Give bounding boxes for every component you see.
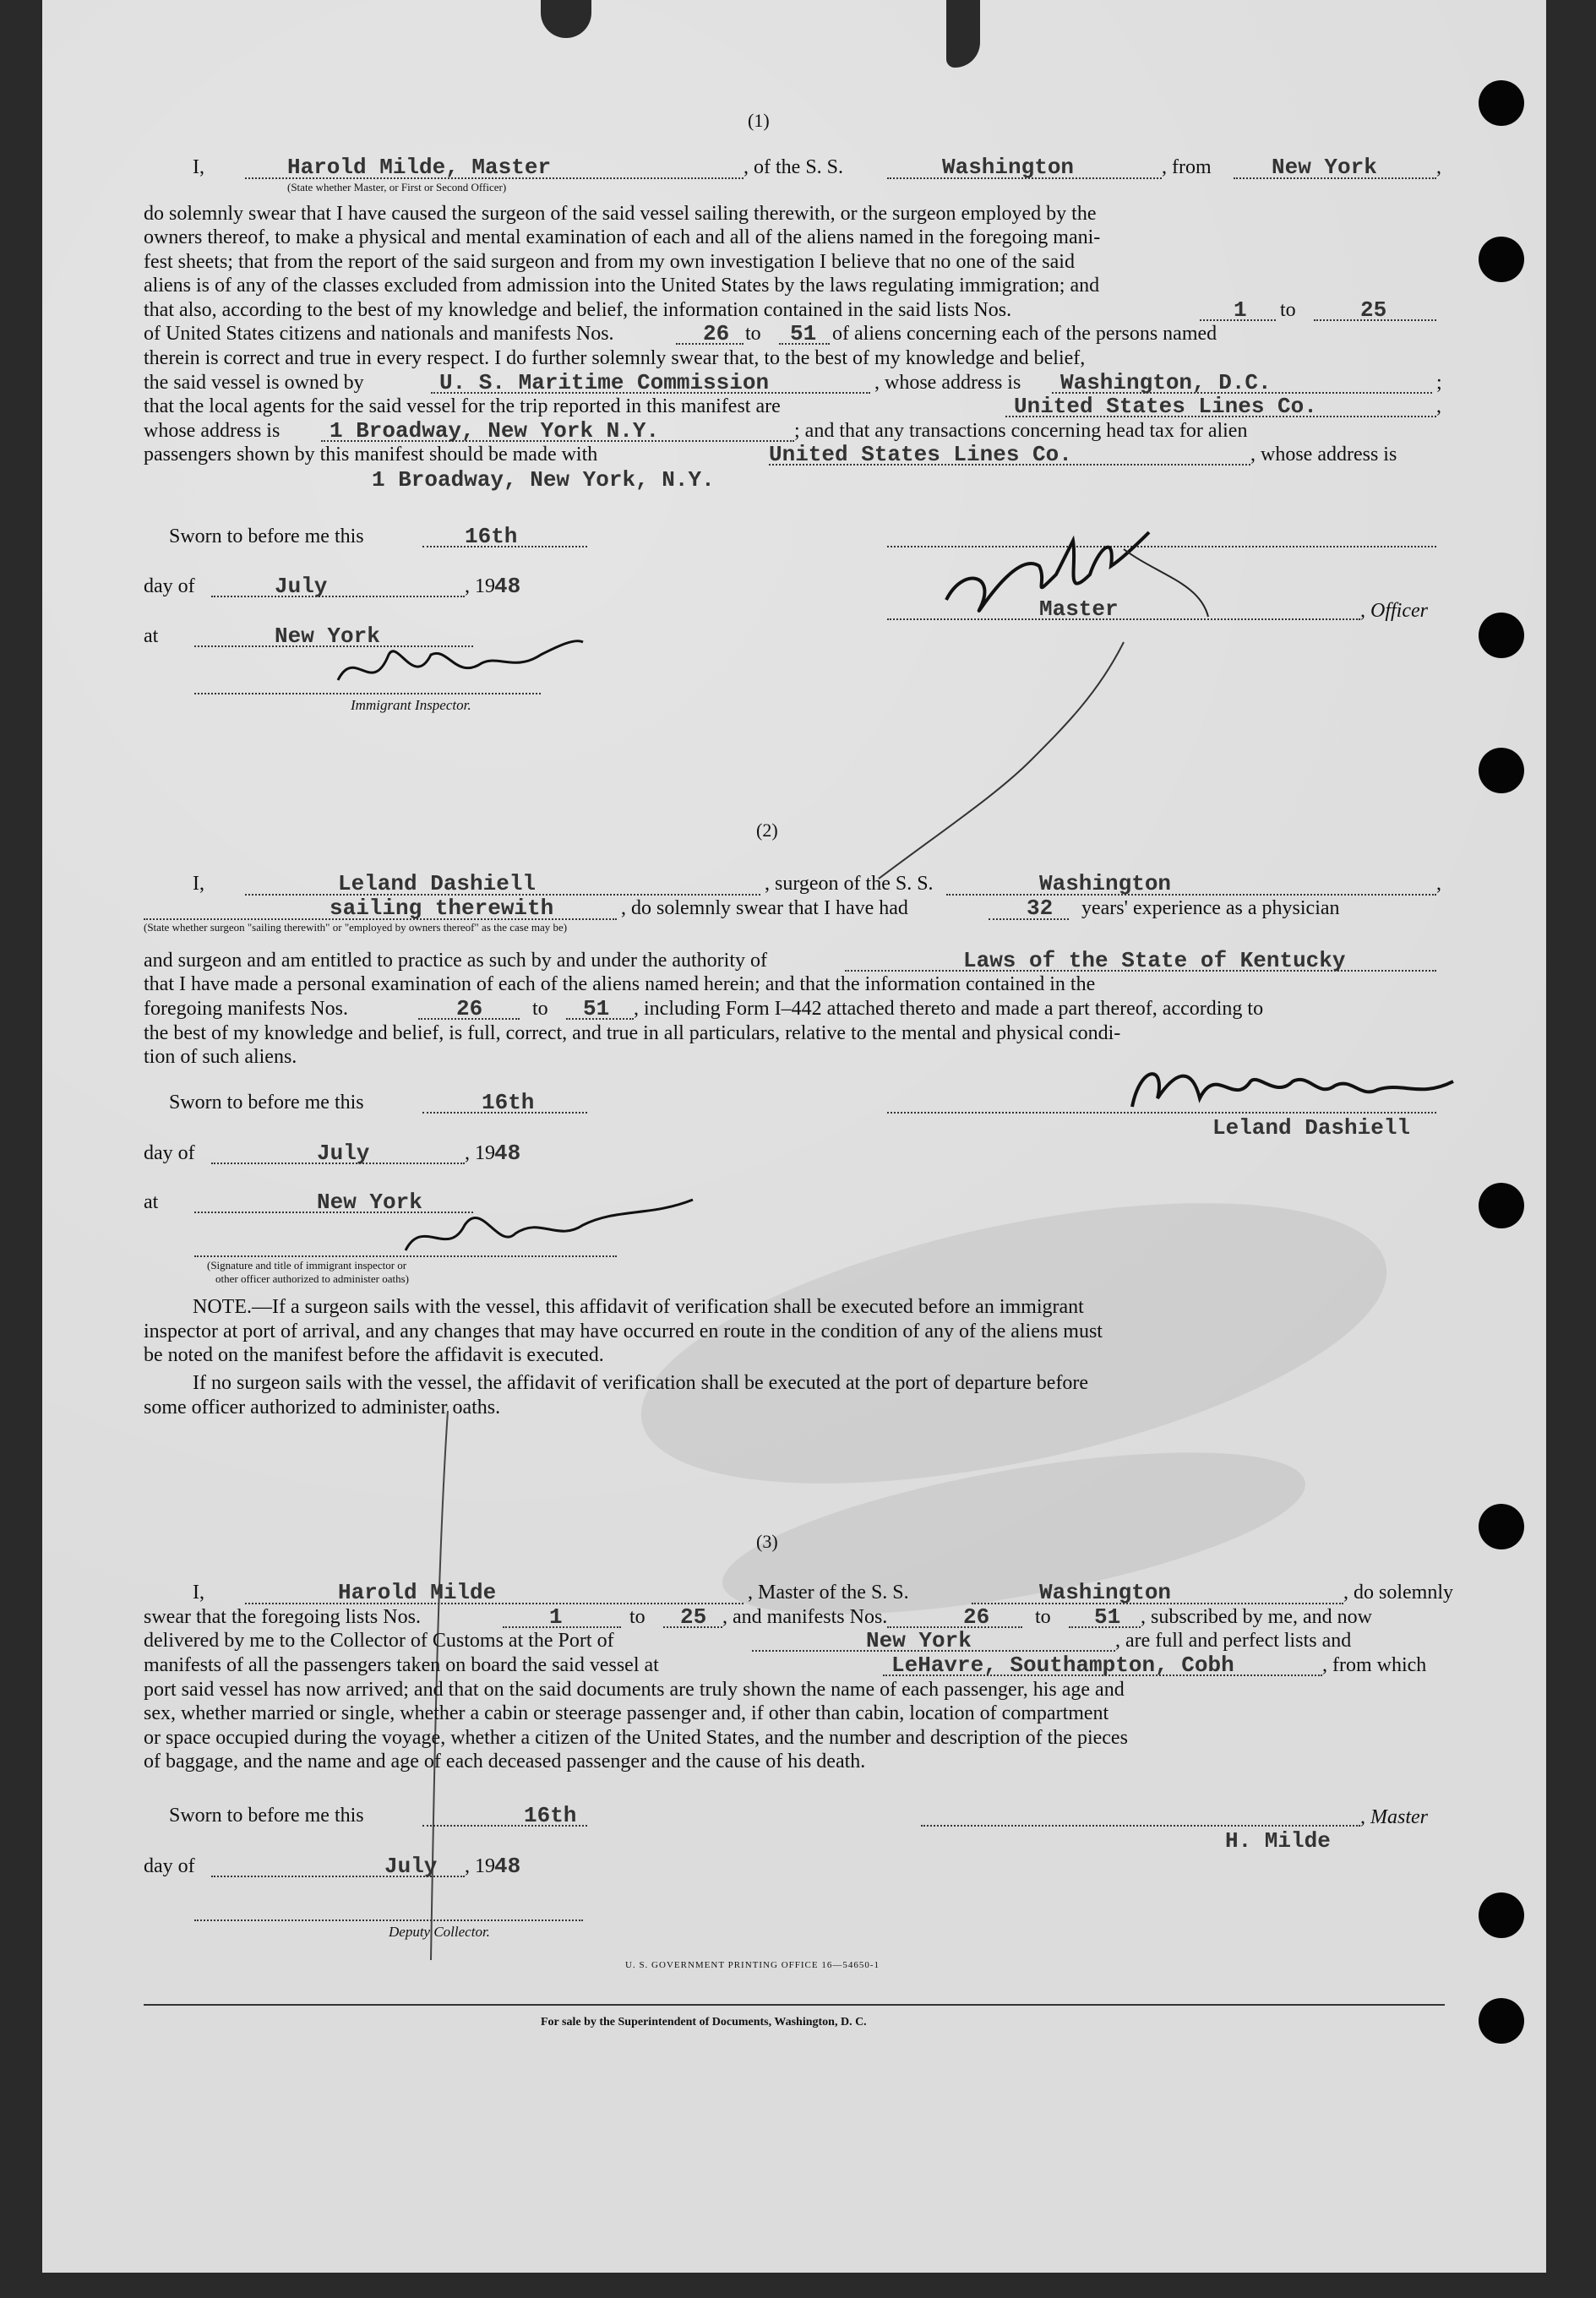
surgeon-sworn-place: New York (317, 1190, 422, 1215)
paragraph-line: of United States citizens and nationals and manifests Nos. (144, 323, 614, 345)
semicolon: ; (1436, 372, 1442, 394)
note-label: NOTE. (193, 1296, 252, 1318)
inspector-signature (321, 629, 591, 705)
owner-address: Washington, D.C. (1060, 370, 1272, 395)
year-prefix: , 19 (465, 575, 495, 597)
paragraph-line: owners thereof, to make a physical and mental examination of each and all of the aliens named in the foregoing mani- (144, 226, 1101, 248)
comma: , (1436, 156, 1441, 178)
paragraph-line: , whose address is (1250, 444, 1397, 466)
section-number: (2) (756, 820, 778, 841)
paragraph-line: passengers shown by this manifest should be made with (144, 444, 598, 466)
paragraph-line: therein is correct and true in every respect. I do further solemnly swear that, to the best of my knowledge and belief, (144, 347, 1086, 369)
oath-i: I, (193, 1582, 204, 1604)
surgeon-typed-signature: Leland Dashiell (1212, 1115, 1411, 1141)
signature-note: other officer authorized to administer oaths) (215, 1272, 409, 1285)
day-of-label: day of (144, 1142, 195, 1164)
paragraph-line: port said vessel has now arrived; and that on the said documents are truly shown the name of each passenger, his age and (144, 1679, 1125, 1701)
blank-line (211, 596, 465, 597)
paragraph-line: do solemnly swear that I have caused the surgeon of the said vessel sailing therewith, or the surgeon employed by the (144, 203, 1097, 225)
paragraph-line: manifests of all the passengers taken on board the said vessel at (144, 1654, 659, 1676)
note-text: —If a surgeon sails with the vessel, this affidavit of verification shall be executed before an immigrant (251, 1296, 1084, 1318)
owner-name: U. S. Maritime Commission (439, 370, 770, 395)
s3-master-name: Harold Milde (338, 1580, 497, 1605)
sailing-status: sailing therewith (330, 896, 554, 921)
sworn-place: New York (275, 624, 380, 649)
oath-i: I, (193, 156, 204, 178)
paragraph-line: aliens is of any of the classes excluded from admission into the United States by the laws regulating immigration; and (144, 275, 1100, 297)
paragraph-line: foregoing manifests Nos. (144, 998, 348, 1020)
inspector-label: Immigrant Inspector. (351, 697, 471, 713)
agents-address: 1 Broadway, New York N.Y. (330, 418, 660, 444)
paragraph-line: and surgeon and am entitled to practice as such by and under the authority of (144, 950, 767, 972)
paragraph-line: , do solemnly swear that I have had (621, 897, 908, 919)
binder-hole (1479, 1892, 1524, 1938)
diagonal-scrawl (845, 625, 1149, 896)
torn-edge (946, 0, 980, 68)
paragraph-line: , subscribed by me, and now (1141, 1606, 1372, 1628)
paragraph-line: the said vessel is owned by (144, 372, 364, 394)
paragraph-line: swear that the foregoing lists Nos. (144, 1606, 421, 1628)
comma: , (1436, 873, 1441, 895)
from-port: New York (1272, 155, 1377, 180)
surgeon-manifest-to: 51 (583, 996, 610, 1021)
surgeon-signature (1115, 1048, 1487, 1124)
s3-vessel: Washington (1039, 1580, 1172, 1605)
paragraph-line: ; and that any transactions concerning head tax for alien (794, 420, 1248, 442)
local-agents: United States Lines Co. (1014, 394, 1317, 419)
binder-hole (1479, 1504, 1524, 1549)
label-to: to (532, 998, 548, 1020)
note-line: be noted on the manifest before the affidavit is executed. (144, 1344, 604, 1366)
paragraph-line: sex, whether married or single, whether a cabin or steerage passenger and, if other than cabin, location of compartment (144, 1702, 1109, 1724)
surgeon-sworn-month: July (317, 1141, 370, 1166)
binder-hole (1479, 613, 1524, 658)
label-from: , from (1162, 156, 1212, 178)
sailing-note: (State whether surgeon "sailing therewith" or "employed by owners thereof" as the case may be) (144, 921, 568, 934)
label-to: to (1035, 1606, 1051, 1628)
s3-typed-signature: H. Milde (1225, 1828, 1331, 1854)
label-surgeon-of: , surgeon of the S. S. (765, 873, 934, 895)
master-label: , Master (1360, 1806, 1428, 1828)
officer-label: , Officer (1360, 600, 1428, 622)
years-experience: 32 (1027, 896, 1054, 921)
s3-port: New York (866, 1628, 972, 1653)
day-of-label: day of (144, 575, 195, 597)
s3-list-to: 25 (680, 1604, 707, 1630)
deputy-label: Deputy Collector. (389, 1924, 490, 1940)
manifest-to: 51 (790, 321, 817, 346)
paragraph-line: delivered by me to the Collector of Customs at the Port of (144, 1630, 614, 1652)
paragraph-line: that also, according to the best of my knowledge and belief, the information contained in the said lists Nos. (144, 299, 1012, 321)
s3-departure-ports: LeHavre, Southampton, Cobh (891, 1653, 1234, 1678)
label-of-ss: , of the S. S. (744, 156, 844, 178)
practice-authority: Laws of the State of Kentucky (963, 948, 1346, 973)
note-line (193, 1296, 1084, 1319)
sworn-month: July (275, 574, 328, 599)
manifest-from: 26 (703, 321, 730, 346)
signature-note: (Signature and title of immigrant inspector or (207, 1259, 407, 1272)
paragraph-line: the best of my knowledge and belief, is full, correct, and true in all particulars, relative to the mental and physical condi- (144, 1022, 1121, 1044)
paragraph-line: fest sheets; that from the report of the said surgeon and from my own investigation I believe that no one of the said (144, 251, 1075, 273)
s3-sworn-month: July (384, 1854, 438, 1879)
gpo-imprint: U. S. GOVERNMENT PRINTING OFFICE 16—54650-1 (625, 1960, 880, 1970)
rank-note: (State whether Master, or First or Second Officer) (287, 181, 507, 193)
paragraph-line: , and manifests Nos. (722, 1606, 888, 1628)
label-to: to (745, 323, 761, 345)
paragraph-line: , do solemnly (1343, 1582, 1453, 1604)
surgeon-sworn-year: 48 (494, 1141, 521, 1166)
sworn-label: Sworn to before me this (169, 1092, 364, 1114)
s3-manifest-to: 51 (1094, 1604, 1121, 1630)
paragraph-line: whose address is (144, 420, 281, 442)
at-label: at (144, 1191, 159, 1213)
paragraph-line: or space occupied during the voyage, whether a citizen of the United States, and the number and description of the pieces (144, 1727, 1128, 1749)
list-from: 1 (1234, 297, 1247, 323)
master-name: Harold Milde, Master (287, 155, 552, 180)
s3-sworn-day: 16th (524, 1803, 577, 1828)
at-label: at (144, 625, 159, 647)
signature-line (921, 1825, 1360, 1827)
note-line: If no surgeon sails with the vessel, the affidavit of verification shall be executed at the port of departure before (193, 1372, 1089, 1394)
paragraph-line: that the local agents for the said vessel for the trip reported in this manifest are (144, 395, 781, 417)
label-to: to (1280, 299, 1296, 321)
binder-hole (1479, 748, 1524, 793)
year-prefix: , 19 (465, 1142, 495, 1164)
signature-line (194, 1920, 583, 1921)
note-line: inspector at port of arrival, and any changes that may have occurred en route in the condition of any of the aliens must (144, 1321, 1103, 1342)
label-master-of: , Master of the S. S. (748, 1582, 909, 1604)
for-sale-notice: For sale by the Superintendent of Documents, Washington, D. C. (541, 2016, 867, 2028)
master-typed: Master (1039, 596, 1119, 622)
binder-hole (1479, 1998, 1524, 2044)
list-to: 25 (1360, 297, 1387, 323)
binder-hole (1479, 237, 1524, 282)
paragraph-line: of aliens concerning each of the persons named (832, 323, 1217, 345)
surgeon-inspector-signature (397, 1183, 701, 1276)
label-to: to (629, 1606, 645, 1628)
paragraph-line: years' experience as a physician (1081, 897, 1340, 919)
surgeon-manifest-from: 26 (456, 996, 483, 1021)
surgeon-sworn-day: 16th (482, 1090, 535, 1115)
s3-sworn-year: 48 (494, 1854, 521, 1879)
vessel-name: Washington (942, 155, 1075, 180)
head-tax-address: 1 Broadway, New York, N.Y. (372, 467, 715, 493)
surgeon-name: Leland Dashiell (338, 871, 537, 896)
sworn-label: Sworn to before me this (169, 1805, 364, 1827)
paragraph-line: , from which (1322, 1654, 1427, 1676)
section-number: (1) (748, 110, 770, 131)
s3-manifest-from: 26 (963, 1604, 990, 1630)
binder-hole (1479, 80, 1524, 126)
comma: , (1436, 395, 1441, 417)
s3-list-from: 1 (549, 1604, 563, 1630)
binder-hole (1479, 1183, 1524, 1228)
paragraph-line: , whose address is (874, 372, 1021, 394)
sworn-day: 16th (465, 524, 518, 549)
section-number: (3) (756, 1531, 778, 1552)
document-page (42, 0, 1546, 2273)
torn-edge (541, 0, 591, 38)
paragraph-line: that I have made a personal examination of each of the aliens named herein; and that the information contained in the (144, 973, 1096, 995)
day-of-label: day of (144, 1855, 195, 1877)
sworn-year: 48 (494, 574, 521, 599)
footer-rule (144, 2004, 1445, 2006)
blank-line (946, 894, 1436, 896)
paragraph-line: , including Form I–442 attached thereto and made a part thereof, according to (634, 998, 1264, 1020)
surgeon-vessel: Washington (1039, 871, 1172, 896)
year-prefix: , 19 (465, 1855, 495, 1877)
paragraph-line: of baggage, and the name and age of each deceased passenger and the cause of his death. (144, 1751, 866, 1773)
master-signature (929, 515, 1234, 634)
sworn-label: Sworn to before me this (169, 525, 364, 547)
paragraph-line: , are full and perfect lists and (1115, 1630, 1352, 1652)
paragraph-line: tion of such aliens. (144, 1046, 297, 1068)
note-line: some officer authorized to administer oaths. (144, 1397, 501, 1419)
oath-i: I, (193, 873, 204, 895)
head-tax-agent: United States Lines Co. (769, 442, 1072, 467)
